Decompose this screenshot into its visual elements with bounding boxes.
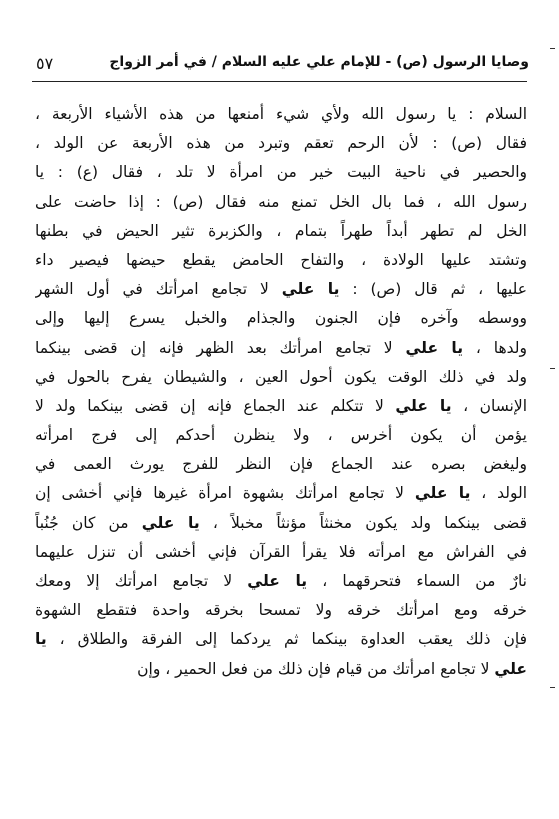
page-header — [30, 52, 529, 78]
line-text: عليها ، ثم قال (ص) : — [339, 280, 527, 299]
text-line — [35, 246, 527, 275]
text-line — [35, 158, 527, 187]
margin-mark — [550, 48, 555, 49]
text-line — [35, 538, 527, 567]
text-line — [35, 129, 527, 158]
line-text: ولدها ، — [463, 338, 527, 357]
text-line — [35, 304, 527, 333]
text-line — [35, 100, 527, 129]
emphasis-text: يا — [35, 630, 47, 649]
line-text: لا تجامع امرأتك بعد الظهر فإنه إن قضى بينكما — [35, 338, 406, 357]
emphasis-text: علي — [494, 659, 527, 678]
text-line — [35, 567, 527, 596]
text-line — [35, 655, 527, 684]
line-text: يؤمن أن يكون أخرس ، ولا ينظرن أحدكم إلى فرج امرأته — [35, 426, 527, 445]
line-text: لا تجامع امرأتك من قيام فإن ذلك من فعل الحمير ، وإن — [137, 659, 495, 678]
page-number: ٥٧ — [36, 54, 54, 73]
line-text: ولد في ذلك الوقت يكون أحول العين ، والشيطان يفرح بالحول في — [35, 367, 527, 386]
text-line — [35, 188, 527, 217]
emphasis-text: يا علي — [405, 338, 464, 357]
emphasis-text: يا علي — [395, 396, 452, 415]
body-text — [35, 100, 527, 684]
emphasis-text: يا علي — [141, 513, 200, 532]
line-text: لا تجامع امرأتك إلا ومعك — [35, 572, 248, 590]
line-text: وتشتد عليها الولادة ، والتفاح الحامض يقطع حيضها فيصير داء — [35, 250, 527, 269]
text-line — [35, 334, 527, 363]
text-line — [35, 275, 527, 304]
line-text: والحصير في ناحية البيت خير من امرأة لا تلد ، فقال (ع) : يا — [35, 163, 527, 182]
line-text: ووسطه وآخره فإن الجنون والجذام والخبل يسرع إليها وإلى — [35, 309, 527, 328]
line-text: وليغض بصره عند الجماع فإن النظر للفرج يورث العمى في — [35, 455, 527, 474]
line-text: الولد ، — [470, 484, 527, 503]
text-line — [35, 596, 527, 625]
header-rule — [32, 81, 527, 82]
line-text: قضى بينكما ولد يكون مخنثاً مؤنثاً مخبلاً ، — [199, 513, 527, 532]
text-line — [35, 392, 527, 421]
line-text: الإنسان ، — [451, 396, 527, 415]
text-line — [35, 450, 527, 479]
line-text: نارٌ من السماء فتحرقهما ، — [307, 572, 527, 590]
running-title: وصايا الرسول (ص) - للإمام علي عليه السلام / في أمر الزواج — [109, 54, 529, 70]
emphasis-text: يا علي — [414, 484, 471, 503]
line-text: في الفراش مع امرأته فلا يقرأ القرآن فإني أخشى أن تنزل عليهما — [35, 542, 527, 561]
text-line — [35, 625, 527, 654]
line-text: لا تتكلم عند الجماع فإنه إن قضى بينكما ولد لا — [35, 396, 396, 415]
line-text: خرقه ومع امرأتك خرقه ولا تمسحا بخرقه واحدة فتقطع الشهوة — [35, 601, 527, 620]
emphasis-text: يا علي — [281, 280, 340, 299]
text-line — [35, 479, 527, 508]
margin-mark — [550, 687, 555, 688]
line-text: رسول الله ، فما بال الخل تمنع منه فقال (ص) : إذا حاضت على — [35, 192, 527, 211]
line-text: الخل لم تطهر أبداً طهراً بتمام ، والكزبرة تثير الحيض في بطنها — [35, 221, 527, 240]
emphasis-text: يا علي — [247, 572, 308, 590]
line-text: لا تجامع امرأتك بشهوة امرأة غيرها فإني أخشى إن — [35, 484, 415, 503]
text-line — [35, 421, 527, 450]
line-text: فقال (ص) : لأن الرحم تعقم وتبرد من هذه الأربعة عن الولد ، — [35, 134, 527, 153]
line-text: فإن ذلك يعقب العداوة بينكما ثم يردكما إلى الفرقة والطلاق ، — [46, 630, 527, 649]
line-text: السلام : يا رسول الله ولأي شيء أمنعها من هذه الأشياء الأربعة ، — [35, 105, 527, 123]
text-line — [35, 363, 527, 392]
margin-mark — [550, 368, 555, 369]
line-text: لا تجامع امرأتك في أول الشهر — [35, 280, 282, 299]
line-text: من كان جُنُباً — [35, 513, 142, 532]
text-line — [35, 217, 527, 246]
text-line — [35, 509, 527, 538]
